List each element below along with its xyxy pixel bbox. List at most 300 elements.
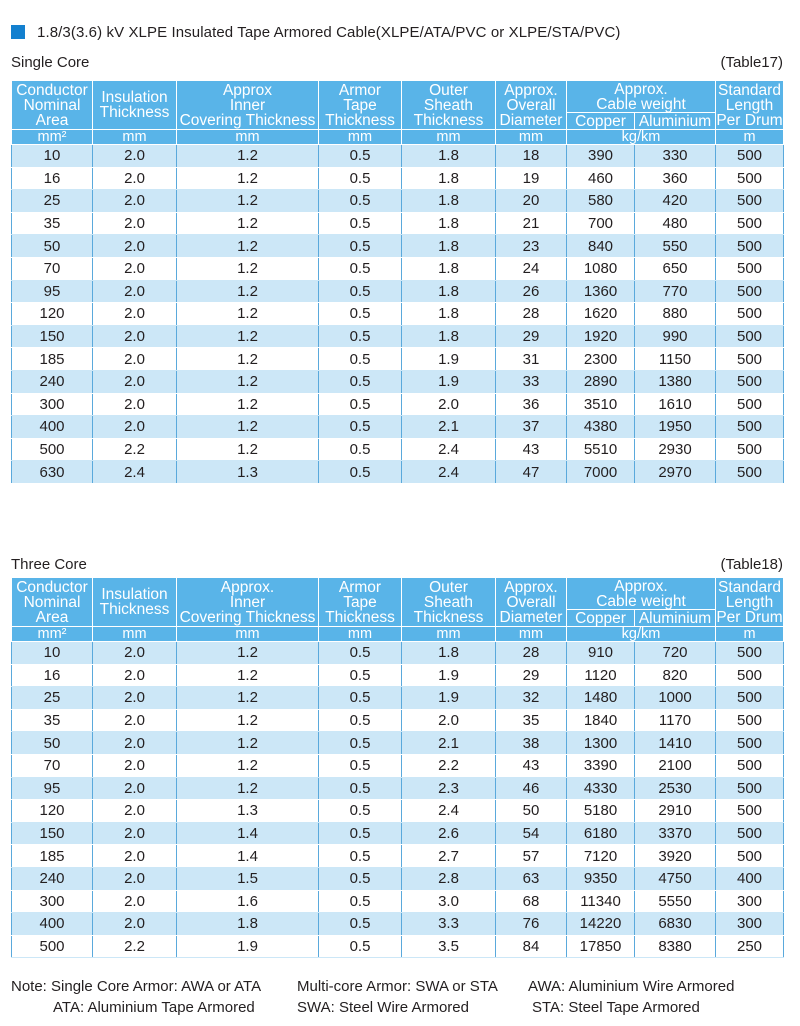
cell-copper-weight: 2890 (567, 370, 635, 393)
unit-cell: mm (402, 627, 496, 642)
header-overall-diameter-line: Diameter (499, 608, 563, 626)
table-row (12, 461, 784, 484)
cell-conductor-area: 500 (12, 438, 93, 461)
cell-standard-length: 500 (716, 664, 784, 687)
header-outer-sheath-thickness (402, 578, 496, 627)
cell-standard-length: 500 (716, 754, 784, 777)
table-row (12, 303, 784, 326)
cell-insulation-thickness: 2.0 (93, 642, 177, 665)
header-aluminium: Aluminium (635, 610, 716, 627)
cell-inner-covering-thickness: 1.2 (177, 687, 319, 710)
cell-outer-sheath-thickness: 1.8 (402, 303, 496, 326)
cell-insulation-thickness: 2.0 (93, 913, 177, 936)
cell-aluminium-weight: 6830 (635, 913, 716, 936)
cell-overall-diameter: 47 (496, 461, 567, 484)
cell-insulation-thickness: 2.0 (93, 845, 177, 868)
cell-inner-covering-thickness: 1.3 (177, 800, 319, 823)
cell-outer-sheath-thickness: 2.2 (402, 754, 496, 777)
note-multi-core-armor: Multi-core Armor: SWA or STA (297, 978, 498, 995)
cell-aluminium-weight: 480 (635, 212, 716, 235)
cell-outer-sheath-thickness: 1.8 (402, 145, 496, 168)
cell-standard-length: 400 (716, 867, 784, 890)
page-title-row (11, 22, 621, 42)
cell-conductor-area: 70 (12, 754, 93, 777)
table-row (12, 664, 784, 687)
cell-aluminium-weight: 1410 (635, 732, 716, 755)
header-outer-sheath-thickness-line: Sheath (423, 593, 474, 611)
cell-standard-length: 250 (716, 935, 784, 958)
cell-insulation-thickness: 2.0 (93, 212, 177, 235)
notes (11, 976, 791, 1018)
cell-armor-tape-thickness: 0.5 (319, 303, 402, 326)
cell-inner-covering-thickness: 1.2 (177, 370, 319, 393)
cell-armor-tape-thickness: 0.5 (319, 167, 402, 190)
table-row (12, 935, 784, 958)
cell-overall-diameter: 84 (496, 935, 567, 958)
header-armor-tape-thickness-line: Tape (343, 593, 377, 611)
header-conductor-area-line: Conductor (16, 81, 88, 99)
cell-aluminium-weight: 330 (635, 145, 716, 168)
cell-overall-diameter: 46 (496, 777, 567, 800)
cell-copper-weight: 1840 (567, 709, 635, 732)
cell-armor-tape-thickness: 0.5 (319, 257, 402, 280)
cell-copper-weight: 1120 (567, 664, 635, 687)
spec-table (11, 577, 784, 958)
cell-armor-tape-thickness: 0.5 (319, 935, 402, 958)
cell-copper-weight: 5180 (567, 800, 635, 823)
cell-standard-length: 500 (716, 777, 784, 800)
cell-aluminium-weight: 3370 (635, 822, 716, 845)
header-overall-diameter (496, 81, 567, 130)
cell-overall-diameter: 26 (496, 280, 567, 303)
cell-standard-length: 500 (716, 845, 784, 868)
cell-standard-length: 500 (716, 325, 784, 348)
table-row (12, 867, 784, 890)
spec-table (11, 80, 784, 484)
cell-overall-diameter: 57 (496, 845, 567, 868)
cell-conductor-area: 400 (12, 416, 93, 439)
cell-overall-diameter: 28 (496, 303, 567, 326)
cell-insulation-thickness: 2.0 (93, 257, 177, 280)
unit-cell: m (716, 130, 784, 145)
header-armor-tape-thickness-line: Thickness (325, 608, 395, 626)
cell-insulation-thickness: 2.0 (93, 664, 177, 687)
cell-insulation-thickness: 2.0 (93, 777, 177, 800)
cell-outer-sheath-thickness: 2.3 (402, 777, 496, 800)
cell-conductor-area: 400 (12, 913, 93, 936)
cell-insulation-thickness: 2.0 (93, 867, 177, 890)
header-insulation-thickness-line: Thickness (99, 601, 170, 618)
cell-copper-weight: 4380 (567, 416, 635, 439)
cell-outer-sheath-thickness: 2.4 (402, 800, 496, 823)
cell-conductor-area: 35 (12, 212, 93, 235)
header-conductor-area-line: Area (35, 111, 69, 129)
table-label: (Table17) (720, 54, 783, 71)
cell-armor-tape-thickness: 0.5 (319, 732, 402, 755)
cell-inner-covering-thickness: 1.2 (177, 438, 319, 461)
cell-inner-covering-thickness: 1.2 (177, 190, 319, 213)
cell-conductor-area: 150 (12, 325, 93, 348)
cell-armor-tape-thickness: 0.5 (319, 664, 402, 687)
unit-cell: mm (177, 130, 319, 145)
header-inner-covering-thickness-line: Covering Thickness (179, 608, 316, 626)
cell-copper-weight: 4330 (567, 777, 635, 800)
cell-armor-tape-thickness: 0.5 (319, 687, 402, 710)
cell-outer-sheath-thickness: 3.5 (402, 935, 496, 958)
cell-armor-tape-thickness: 0.5 (319, 370, 402, 393)
cell-outer-sheath-thickness: 1.8 (402, 190, 496, 213)
cell-armor-tape-thickness: 0.5 (319, 754, 402, 777)
cell-aluminium-weight: 880 (635, 303, 716, 326)
cell-conductor-area: 35 (12, 709, 93, 732)
header-copper: Copper (567, 113, 635, 130)
header-outer-sheath-thickness-line: Thickness (413, 111, 484, 129)
table-row (12, 438, 784, 461)
cell-insulation-thickness: 2.0 (93, 800, 177, 823)
cell-insulation-thickness: 2.0 (93, 325, 177, 348)
cell-armor-tape-thickness: 0.5 (319, 325, 402, 348)
cell-copper-weight: 14220 (567, 913, 635, 936)
page-title: 1.8/3(3.6) kV XLPE Insulated Tape Armored Cable(XLPE/ATA/PVC or XLPE/STA/PVC) (37, 23, 621, 41)
cell-standard-length: 500 (716, 642, 784, 665)
cell-insulation-thickness: 2.2 (93, 438, 177, 461)
cell-inner-covering-thickness: 1.5 (177, 867, 319, 890)
cell-conductor-area: 95 (12, 280, 93, 303)
cell-copper-weight: 1480 (567, 687, 635, 710)
cell-outer-sheath-thickness: 2.0 (402, 393, 496, 416)
unit-cell: mm (319, 627, 402, 642)
header-insulation-thickness (93, 81, 177, 130)
unit-cell: mm² (12, 130, 93, 145)
unit-cell: mm (93, 130, 177, 145)
section-label: Three Core (11, 556, 87, 573)
cell-aluminium-weight: 650 (635, 257, 716, 280)
cell-overall-diameter: 43 (496, 438, 567, 461)
cell-insulation-thickness: 2.0 (93, 145, 177, 168)
header-armor-tape-thickness-line: Armor (338, 578, 382, 596)
header-overall-diameter-line: Approx. (504, 578, 558, 596)
cell-inner-covering-thickness: 1.9 (177, 935, 319, 958)
header-cable-weight-line: Cable weight (596, 592, 686, 610)
cell-insulation-thickness: 2.0 (93, 393, 177, 416)
cell-copper-weight: 5510 (567, 438, 635, 461)
header-standard-length-line: Standard (718, 578, 781, 596)
header-overall-diameter-line: Overall (506, 96, 556, 114)
cell-outer-sheath-thickness: 3.3 (402, 913, 496, 936)
header-outer-sheath-thickness-line: Sheath (423, 96, 474, 114)
cell-conductor-area: 70 (12, 257, 93, 280)
cell-inner-covering-thickness: 1.2 (177, 348, 319, 371)
cell-copper-weight: 580 (567, 190, 635, 213)
cell-outer-sheath-thickness: 1.8 (402, 167, 496, 190)
cell-inner-covering-thickness: 1.3 (177, 461, 319, 484)
cell-overall-diameter: 63 (496, 867, 567, 890)
header-overall-diameter (496, 578, 567, 627)
header-insulation-thickness-line: Thickness (99, 104, 170, 121)
cell-standard-length: 500 (716, 167, 784, 190)
cell-outer-sheath-thickness: 2.8 (402, 867, 496, 890)
header-cable-weight (567, 81, 716, 113)
cell-aluminium-weight: 4750 (635, 867, 716, 890)
cell-armor-tape-thickness: 0.5 (319, 416, 402, 439)
cell-overall-diameter: 76 (496, 913, 567, 936)
header-standard-length-line: Standard (718, 81, 781, 99)
cell-conductor-area: 95 (12, 777, 93, 800)
cell-conductor-area: 50 (12, 235, 93, 258)
note-single-core-armor: Note: Single Core Armor: AWA or ATA (11, 978, 262, 995)
table-row (12, 325, 784, 348)
header-inner-covering-thickness-line: Covering Thickness (179, 111, 316, 129)
cell-aluminium-weight: 8380 (635, 935, 716, 958)
cell-outer-sheath-thickness: 3.0 (402, 890, 496, 913)
cell-standard-length: 500 (716, 348, 784, 371)
cell-conductor-area: 185 (12, 348, 93, 371)
cell-armor-tape-thickness: 0.5 (319, 642, 402, 665)
cell-inner-covering-thickness: 1.2 (177, 303, 319, 326)
cell-inner-covering-thickness: 1.2 (177, 732, 319, 755)
cell-armor-tape-thickness: 0.5 (319, 393, 402, 416)
header-inner-covering-thickness-line: Approx (222, 81, 273, 99)
cell-standard-length: 500 (716, 212, 784, 235)
cell-conductor-area: 185 (12, 845, 93, 868)
cell-insulation-thickness: 2.2 (93, 935, 177, 958)
cell-aluminium-weight: 2910 (635, 800, 716, 823)
cell-aluminium-weight: 1610 (635, 393, 716, 416)
cell-standard-length: 500 (716, 416, 784, 439)
cell-armor-tape-thickness: 0.5 (319, 438, 402, 461)
cell-aluminium-weight: 420 (635, 190, 716, 213)
cell-aluminium-weight: 1000 (635, 687, 716, 710)
cell-aluminium-weight: 2100 (635, 754, 716, 777)
notes-line-1 (11, 976, 791, 997)
header-cable-weight (567, 578, 716, 610)
cell-conductor-area: 300 (12, 890, 93, 913)
table-row (12, 416, 784, 439)
cell-inner-covering-thickness: 1.2 (177, 393, 319, 416)
cell-copper-weight: 9350 (567, 867, 635, 890)
header-cable-weight-line: Cable weight (596, 95, 686, 113)
cell-inner-covering-thickness: 1.8 (177, 913, 319, 936)
cell-insulation-thickness: 2.0 (93, 235, 177, 258)
header-cable-weight-line: Approx. (614, 577, 668, 595)
header-standard-length (716, 578, 784, 627)
header-standard-length-line: Length (725, 96, 774, 114)
cell-overall-diameter: 36 (496, 393, 567, 416)
header-conductor-area-line: Nominal (23, 593, 81, 611)
cell-armor-tape-thickness: 0.5 (319, 822, 402, 845)
cell-copper-weight: 700 (567, 212, 635, 235)
table-row (12, 777, 784, 800)
cell-outer-sheath-thickness: 1.9 (402, 687, 496, 710)
cell-outer-sheath-thickness: 2.4 (402, 438, 496, 461)
cell-copper-weight: 1300 (567, 732, 635, 755)
header-conductor-area-line: Area (35, 608, 69, 626)
header-standard-length-line: Per Drum (716, 111, 783, 129)
cell-aluminium-weight: 720 (635, 642, 716, 665)
table-row (12, 393, 784, 416)
header-aluminium: Aluminium (635, 113, 716, 130)
unit-cell: mm (496, 627, 567, 642)
cell-copper-weight: 910 (567, 642, 635, 665)
cell-overall-diameter: 21 (496, 212, 567, 235)
unit-cell: mm (319, 130, 402, 145)
section-header (11, 556, 783, 574)
cell-overall-diameter: 23 (496, 235, 567, 258)
header-standard-length-line: Per Drum (716, 608, 783, 626)
table-row (12, 754, 784, 777)
cell-aluminium-weight: 5550 (635, 890, 716, 913)
cell-overall-diameter: 43 (496, 754, 567, 777)
cell-armor-tape-thickness: 0.5 (319, 190, 402, 213)
blue-square-icon (11, 25, 25, 39)
cell-outer-sheath-thickness: 2.4 (402, 461, 496, 484)
cell-copper-weight: 460 (567, 167, 635, 190)
cell-insulation-thickness: 2.0 (93, 416, 177, 439)
table-label: (Table18) (720, 556, 783, 573)
table-row (12, 370, 784, 393)
header-outer-sheath-thickness-line: Outer (429, 578, 468, 596)
cell-standard-length: 500 (716, 235, 784, 258)
unit-cell: mm (177, 627, 319, 642)
note-ata: ATA: Aluminium Tape Armored (53, 999, 255, 1016)
header-standard-length (716, 81, 784, 130)
cell-outer-sheath-thickness: 2.0 (402, 709, 496, 732)
header-insulation-thickness-line: Insulation (101, 89, 168, 106)
cell-aluminium-weight: 770 (635, 280, 716, 303)
header-cable-weight-line: Approx. (614, 80, 668, 98)
cell-standard-length: 500 (716, 257, 784, 280)
header-inner-covering-thickness (177, 81, 319, 130)
cell-copper-weight: 840 (567, 235, 635, 258)
cell-armor-tape-thickness: 0.5 (319, 212, 402, 235)
cell-conductor-area: 120 (12, 303, 93, 326)
cell-inner-covering-thickness: 1.2 (177, 212, 319, 235)
table-row (12, 709, 784, 732)
cell-inner-covering-thickness: 1.2 (177, 642, 319, 665)
table-row (12, 687, 784, 710)
cell-copper-weight: 1360 (567, 280, 635, 303)
cell-aluminium-weight: 2970 (635, 461, 716, 484)
cell-overall-diameter: 29 (496, 664, 567, 687)
cell-standard-length: 500 (716, 370, 784, 393)
cell-standard-length: 500 (716, 732, 784, 755)
header-overall-diameter-line: Diameter (499, 111, 563, 129)
note-sta: STA: Steel Tape Armored (532, 999, 700, 1016)
cell-outer-sheath-thickness: 2.1 (402, 416, 496, 439)
cell-insulation-thickness: 2.0 (93, 890, 177, 913)
cell-standard-length: 300 (716, 913, 784, 936)
note-awa: AWA: Aluminium Wire Armored (528, 978, 735, 995)
cell-standard-length: 500 (716, 438, 784, 461)
cell-standard-length: 500 (716, 303, 784, 326)
cell-standard-length: 500 (716, 800, 784, 823)
cell-conductor-area: 25 (12, 687, 93, 710)
header-outer-sheath-thickness-line: Outer (429, 81, 468, 99)
cell-overall-diameter: 54 (496, 822, 567, 845)
unit-cell: kg/km (567, 627, 716, 642)
cell-copper-weight: 17850 (567, 935, 635, 958)
cell-conductor-area: 16 (12, 664, 93, 687)
cell-outer-sheath-thickness: 1.8 (402, 642, 496, 665)
cell-overall-diameter: 50 (496, 800, 567, 823)
header-insulation-thickness (93, 578, 177, 627)
cell-inner-covering-thickness: 1.2 (177, 257, 319, 280)
cell-overall-diameter: 38 (496, 732, 567, 755)
cell-armor-tape-thickness: 0.5 (319, 800, 402, 823)
header-inner-covering-thickness-line: Inner (229, 593, 266, 611)
table-row (12, 732, 784, 755)
table-row (12, 913, 784, 936)
header-armor-tape-thickness (319, 578, 402, 627)
table-row (12, 235, 784, 258)
cell-copper-weight: 7120 (567, 845, 635, 868)
header-conductor-area-line: Conductor (16, 578, 88, 596)
table-row (12, 642, 784, 665)
header-copper: Copper (567, 610, 635, 627)
cell-copper-weight: 11340 (567, 890, 635, 913)
table-row (12, 212, 784, 235)
header-conductor-area (12, 81, 93, 130)
table-row (12, 145, 784, 168)
table-row (12, 845, 784, 868)
cell-overall-diameter: 20 (496, 190, 567, 213)
cell-outer-sheath-thickness: 1.8 (402, 280, 496, 303)
cell-outer-sheath-thickness: 1.9 (402, 370, 496, 393)
table-row (12, 280, 784, 303)
unit-cell: mm (496, 130, 567, 145)
cell-overall-diameter: 68 (496, 890, 567, 913)
cell-conductor-area: 120 (12, 800, 93, 823)
cell-inner-covering-thickness: 1.2 (177, 709, 319, 732)
cell-outer-sheath-thickness: 2.7 (402, 845, 496, 868)
cell-conductor-area: 240 (12, 370, 93, 393)
cell-inner-covering-thickness: 1.2 (177, 416, 319, 439)
section-label: Single Core (11, 54, 90, 71)
header-inner-covering-thickness-line: Approx. (220, 578, 275, 596)
cell-aluminium-weight: 1950 (635, 416, 716, 439)
cell-outer-sheath-thickness: 1.9 (402, 664, 496, 687)
cell-conductor-area: 16 (12, 167, 93, 190)
cell-armor-tape-thickness: 0.5 (319, 845, 402, 868)
unit-cell: mm² (12, 627, 93, 642)
cell-insulation-thickness: 2.4 (93, 461, 177, 484)
cell-copper-weight: 1620 (567, 303, 635, 326)
cell-conductor-area: 150 (12, 822, 93, 845)
cell-conductor-area: 50 (12, 732, 93, 755)
cell-conductor-area: 500 (12, 935, 93, 958)
header-conductor-area-line: Nominal (23, 96, 81, 114)
cell-outer-sheath-thickness: 2.6 (402, 822, 496, 845)
cell-inner-covering-thickness: 1.2 (177, 235, 319, 258)
cell-outer-sheath-thickness: 1.8 (402, 235, 496, 258)
header-armor-tape-thickness-line: Thickness (325, 111, 395, 129)
cell-aluminium-weight: 990 (635, 325, 716, 348)
cell-armor-tape-thickness: 0.5 (319, 348, 402, 371)
cell-armor-tape-thickness: 0.5 (319, 461, 402, 484)
note-swa: SWA: Steel Wire Armored (297, 999, 469, 1016)
cell-overall-diameter: 24 (496, 257, 567, 280)
header-insulation-thickness-line: Insulation (101, 586, 168, 603)
cell-inner-covering-thickness: 1.4 (177, 845, 319, 868)
cell-armor-tape-thickness: 0.5 (319, 890, 402, 913)
cell-standard-length: 500 (716, 145, 784, 168)
table-row (12, 257, 784, 280)
table-row (12, 348, 784, 371)
cell-aluminium-weight: 360 (635, 167, 716, 190)
cell-aluminium-weight: 2930 (635, 438, 716, 461)
cell-standard-length: 500 (716, 280, 784, 303)
notes-line-2 (11, 997, 791, 1018)
